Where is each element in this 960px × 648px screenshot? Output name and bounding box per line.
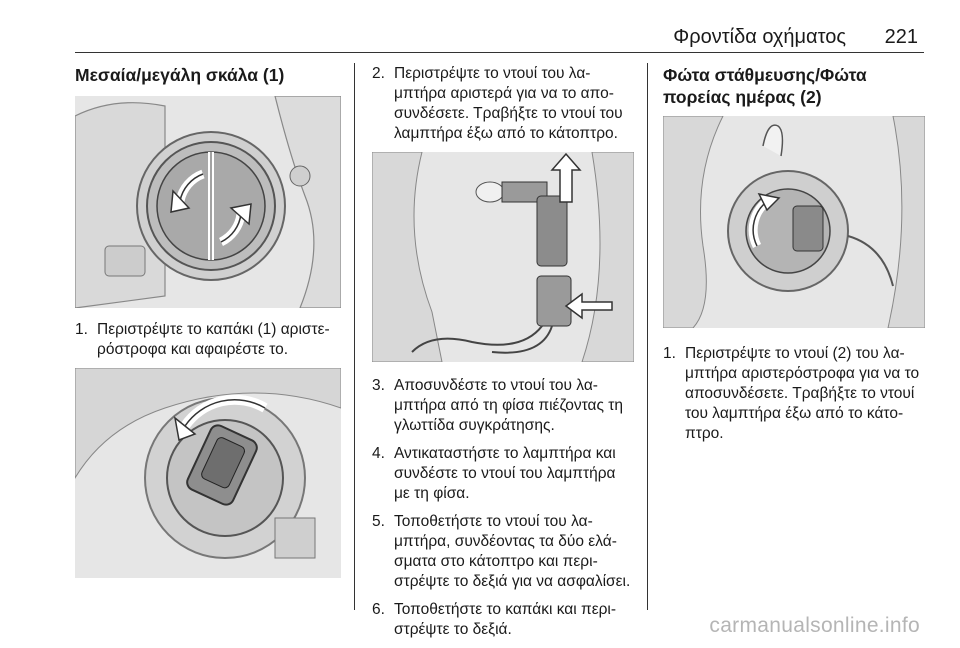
step-text: Τοποθετήστε το καπάκι και περιστρέψτε το δεξιά. — [394, 601, 617, 638]
step-text: Αντικαταστήστε το λαμπτήρα και συνδέστε το ντουί του λαμπτήρα με τη φίσα. — [394, 445, 616, 502]
step-text: Περιστρέψτε το ντουί του λαμπτήρα αριστερά για να το αποσυνδέσετε. Τραβήξτε το ντουί του λαμπτήρα έξω από το κάτοπτρο. — [394, 65, 623, 142]
step-item — [663, 344, 925, 444]
step-item — [372, 444, 634, 504]
watermark: carmanualsonline.info — [709, 614, 920, 637]
step-text: Τοποθετήστε το ντουί του λαμπτήρα, συνδέοντας τα δύο ελάσματα στο κάτοπτρο και περιστρέψτε το δεξιά για να ασφαλίσει. — [394, 513, 631, 590]
page-header — [75, 26, 918, 54]
bulb-removal-illustration — [75, 368, 341, 578]
step-text: Περιστρέψτε το ντουί (2) του λαμπτήρα αριστερόστροφα για να το αποσυνδέσετε. Τραβήξτε το ντουί του λαμπτήρα έξω από το κάτοπτρο. — [685, 345, 920, 442]
right-column — [663, 64, 925, 452]
step-item — [372, 64, 634, 144]
step-number: 1. — [75, 321, 88, 338]
figure-bulb-socket — [372, 152, 634, 362]
middle-column — [372, 64, 634, 648]
step-number: 4. — [372, 445, 385, 462]
column-divider-right — [647, 63, 648, 610]
left-heading: Μεσαία/μεγάλη σκάλα (1) — [75, 65, 285, 85]
right-heading: Φώτα στάθμευσης/Φώτα πορείας ημέρας (2) — [663, 65, 867, 107]
parking-light-illustration — [663, 116, 925, 328]
right-steps — [663, 344, 925, 444]
page-number: 221 — [884, 26, 918, 48]
step-text: Περιστρέψτε το καπάκι (1) αριστερόστροφα και αφαιρέστε το. — [97, 321, 330, 358]
step-item — [372, 376, 634, 436]
step-number: 3. — [372, 377, 385, 394]
step-item — [75, 320, 341, 360]
left-steps — [75, 320, 341, 360]
middle-steps-bottom — [372, 376, 634, 640]
section-title: Φροντίδα οχήματος — [673, 26, 846, 48]
figure-bulb-removal — [75, 368, 341, 578]
headlamp-cover-illustration — [75, 96, 341, 308]
step-number: 6. — [372, 601, 385, 618]
bulb-socket-illustration — [372, 152, 634, 362]
step-item — [372, 600, 634, 640]
column-divider-left — [354, 63, 355, 610]
middle-steps-top — [372, 64, 634, 144]
step-number: 2. — [372, 65, 385, 82]
left-column — [75, 64, 341, 578]
step-item — [372, 512, 634, 592]
step-number: 1. — [663, 345, 676, 362]
figure-parking-light — [663, 116, 925, 328]
figure-headlamp-cover — [75, 96, 341, 308]
step-text: Αποσυνδέστε το ντουί του λαμπτήρα από τη φίσα πιέζοντας τη γλωττίδα συγκράτησης. — [394, 377, 624, 434]
step-number: 5. — [372, 513, 385, 530]
header-rule — [75, 52, 924, 53]
